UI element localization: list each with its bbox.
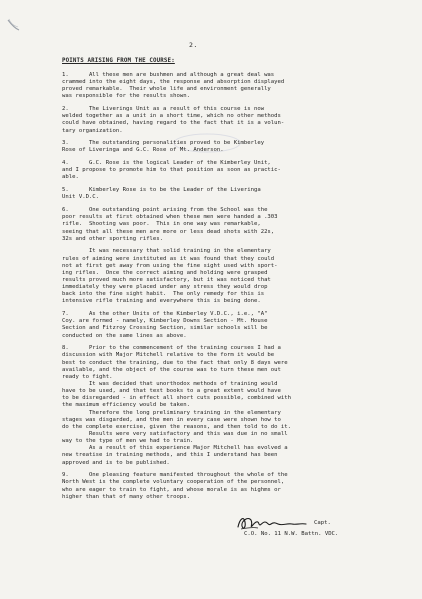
text-line: available, and the object of the course was to turn these men out bbox=[62, 366, 281, 373]
text-line: Unit V.D.C. bbox=[62, 194, 100, 201]
paragraph bbox=[62, 345, 382, 381]
paragraph bbox=[62, 445, 382, 466]
text-line: to be disregarded - in effect all short cuts possible, combined with bbox=[62, 395, 292, 402]
text-line: 6. One outstanding point arising from the School was the bbox=[62, 207, 268, 214]
text-line: Therefore the long preliminary training in the elementary bbox=[62, 409, 281, 416]
paragraph bbox=[62, 106, 382, 135]
text-line: rifle. Shooting was poor. This in one way was remarkable, bbox=[62, 221, 261, 228]
text-line: 2. The Liverings Unit as a result of this course is now bbox=[62, 106, 265, 113]
document-body bbox=[62, 72, 382, 506]
text-line: As a result of this experience Major Mitchell has evolved a bbox=[62, 445, 288, 452]
text-line: do the complete exercise, given the reasons, and then told to do it. bbox=[62, 423, 292, 430]
text-line: It was decided that unorthodox methods of training would bbox=[62, 380, 278, 387]
text-line: 32s and other sporting rifles. bbox=[62, 235, 164, 242]
text-line: 4. G.C. Rose is the logical Leader of the Kimberley Unit, bbox=[62, 160, 271, 167]
text-line: 8. Prior to the commencement of the training courses I had a bbox=[62, 345, 281, 352]
text-line: ing rifles. Once the correct aiming and holding were grasped bbox=[62, 269, 268, 276]
paragraph bbox=[62, 140, 382, 154]
text-line: new treatise in training methods, and this I understand has been bbox=[62, 452, 278, 459]
paragraph bbox=[62, 72, 382, 101]
paragraph bbox=[62, 410, 382, 446]
text-line: discussion with Major Mitchell relative to the form it would be bbox=[62, 352, 275, 359]
signature-unit-line: C.O. No. 11 N.W. Battn. VDC. bbox=[244, 531, 339, 537]
text-line: 3. The outstanding personalities proved to be Kimberley bbox=[62, 140, 265, 147]
text-line: North West is the complete voluntary cooperation of the personnel, bbox=[62, 479, 285, 486]
paragraph bbox=[62, 187, 382, 201]
text-line: able. bbox=[62, 174, 79, 181]
text-line: 9. One pleasing feature manifested throughout the whole of the bbox=[62, 472, 288, 479]
text-line: not at first get away from using the fine sight used with sport- bbox=[62, 262, 278, 269]
text-line: 5. Kimberley Rose is to be the Leader of the Liveringa bbox=[62, 187, 261, 194]
section-heading: POINTS ARISING FROM THE COURSE: bbox=[62, 58, 175, 64]
text-line: best to conduct the training, due to the fact that only 8 days were bbox=[62, 359, 288, 366]
text-line: immediately they were placed under any stress they would drop bbox=[62, 284, 268, 291]
text-line: ready to fight. bbox=[62, 373, 113, 380]
text-line: way to the type of men we had to train. bbox=[62, 438, 194, 445]
text-line: who are eager to train to fight, and whose morale is as highms or bbox=[62, 486, 281, 493]
text-line: stages was disgarded, and the men in every case were shown how to bbox=[62, 416, 281, 423]
text-line: intensive rifle training and everywhere this is being done. bbox=[62, 298, 261, 305]
paragraph bbox=[62, 381, 382, 410]
text-line: Coy. are formed - namely, Kimberley Downs Section - Mt. House bbox=[62, 318, 268, 325]
text-line: 1. All these men are bushmen and although a great deal was bbox=[62, 72, 275, 78]
text-line: have to be used, and that text books to a great extent would have bbox=[62, 388, 281, 395]
text-line: crammed into the eight days, the response and absorption displayed bbox=[62, 79, 285, 86]
punch-hole-mark bbox=[6, 18, 20, 32]
text-line: back into the fine sight habit. The only remedy for this is bbox=[62, 291, 265, 298]
text-line: rules of aiming were instituted as it was found that they could bbox=[62, 255, 275, 262]
paragraph bbox=[62, 160, 382, 181]
text-line: Results were very satisfactory and this was due in no small bbox=[62, 430, 288, 437]
signature-rank: Capt. bbox=[314, 520, 331, 526]
text-line: and I propose to promote him to that position as soon as practic- bbox=[62, 167, 281, 174]
page-number: 2. bbox=[189, 41, 198, 49]
text-line: was responsible for the results shown. bbox=[62, 93, 190, 100]
paragraph bbox=[62, 311, 382, 340]
text-line: It was necessary that solid training in the elementary bbox=[62, 248, 271, 255]
paragraph bbox=[62, 207, 382, 243]
paragraph bbox=[62, 472, 382, 501]
text-line: approved and is to be published. bbox=[62, 459, 170, 466]
text-line: proved remarkable. Their whole life and environment generally bbox=[62, 86, 271, 93]
text-line: results proved much more satisfactory, but it was noticed that bbox=[62, 276, 271, 283]
text-line: 7. As the other Units of the Kimberley V.D.C., i.e., "A" bbox=[62, 311, 268, 318]
text-line: Rose of Liveringa and G.C. Rose of Mt. Anderson. bbox=[62, 147, 224, 154]
text-line: tary organization. bbox=[62, 127, 123, 134]
text-line: conducted on the same lines as above. bbox=[62, 332, 187, 339]
text-line: higher than that of many other troops. bbox=[62, 493, 190, 500]
text-line: Section and Fitzroy Crossing Section, similar schools will be bbox=[62, 325, 268, 332]
text-line: welded together as a unit in a short time, which no other methods bbox=[62, 113, 281, 120]
text-line: poor results at first obtained when these men were handed a .303 bbox=[62, 214, 278, 221]
text-line: the maximum efficiency would be taken. bbox=[62, 402, 190, 409]
signature-block bbox=[232, 512, 382, 572]
paragraph bbox=[62, 248, 382, 305]
text-line: could have obtained, having regard to the fact that it is a volun- bbox=[62, 120, 285, 127]
text-line: seeing that all these men are more or less dead shots with 22s, bbox=[62, 228, 275, 235]
